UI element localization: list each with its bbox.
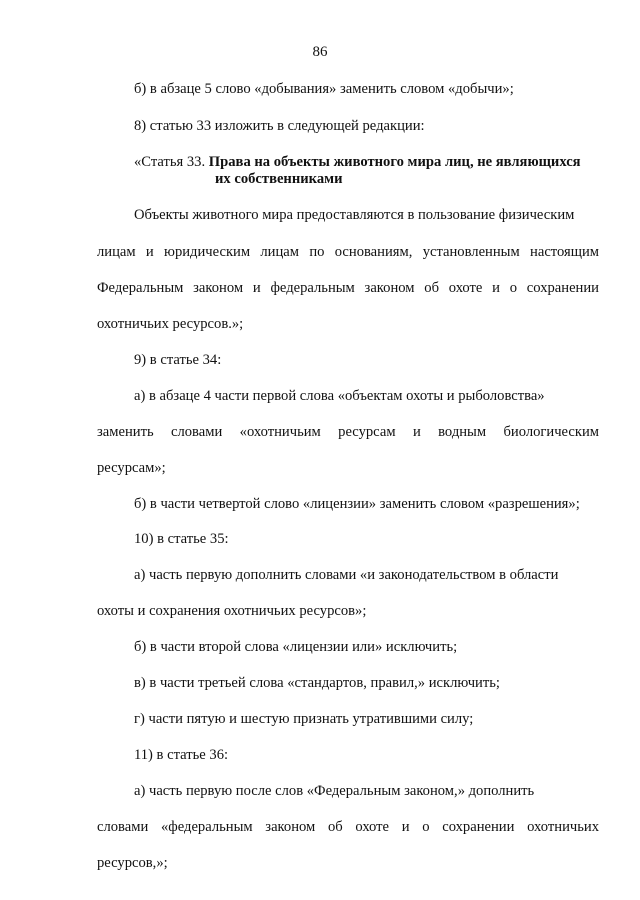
paragraph-line: а) в абзаце 4 части первой слова «объектам охоты и рыболовства» <box>134 388 545 404</box>
paragraph-line: заменить словами «охотничьим ресурсам и водным биологическим <box>97 424 599 440</box>
article-number: «Статья 33. <box>134 154 206 170</box>
paragraph-line: 10) в статье 35: <box>134 531 229 547</box>
paragraph-line: б) в абзаце 5 слово «добывания» заменить словом «добычи»; <box>134 81 514 97</box>
paragraph-line: 8) статью 33 изложить в следующей редакции: <box>134 118 425 134</box>
paragraph-line: а) часть первую дополнить словами «и законодательством в области <box>134 567 559 583</box>
paragraph-line: а) часть первую после слов «Федеральным законом,» дополнить <box>134 783 535 799</box>
paragraph-line: 11) в статье 36: <box>134 747 229 763</box>
paragraph-line: Объекты животного мира предоставляются в пользование физическим <box>134 207 575 223</box>
page-number: 86 <box>312 44 328 60</box>
article-title-continued: их собственниками <box>215 171 343 187</box>
paragraph-line: словами «федеральным законом об охоте и о сохранении охотничьих <box>97 819 599 835</box>
paragraph-line: ресурсов,»; <box>97 855 168 871</box>
paragraph-line: г) части пятую и шестую признать утратившими силу; <box>134 711 474 727</box>
article-heading <box>134 153 581 171</box>
paragraph-line: лицам и юридическим лицам по основаниям, установленным настоящим <box>97 244 599 260</box>
paragraph-line: 9) в статье 34: <box>134 352 222 368</box>
article-title: Права на объекты животного мира лиц, не являющихся <box>208 154 581 170</box>
paragraph-line: в) в части третьей слова «стандартов, правил,» исключить; <box>134 675 500 691</box>
paragraph-line: ресурсам»; <box>97 460 166 476</box>
paragraph-line: охоты и сохранения охотничьих ресурсов»; <box>97 603 367 619</box>
paragraph-line: Федеральным законом и федеральным законом об охоте и о сохранении <box>97 280 599 296</box>
paragraph-line: б) в части второй слова «лицензии или» исключить; <box>134 639 458 655</box>
paragraph-line: охотничьих ресурсов.»; <box>97 316 244 332</box>
paragraph-line: б) в части четвертой слово «лицензии» заменить словом «разрешения»; <box>134 496 580 512</box>
